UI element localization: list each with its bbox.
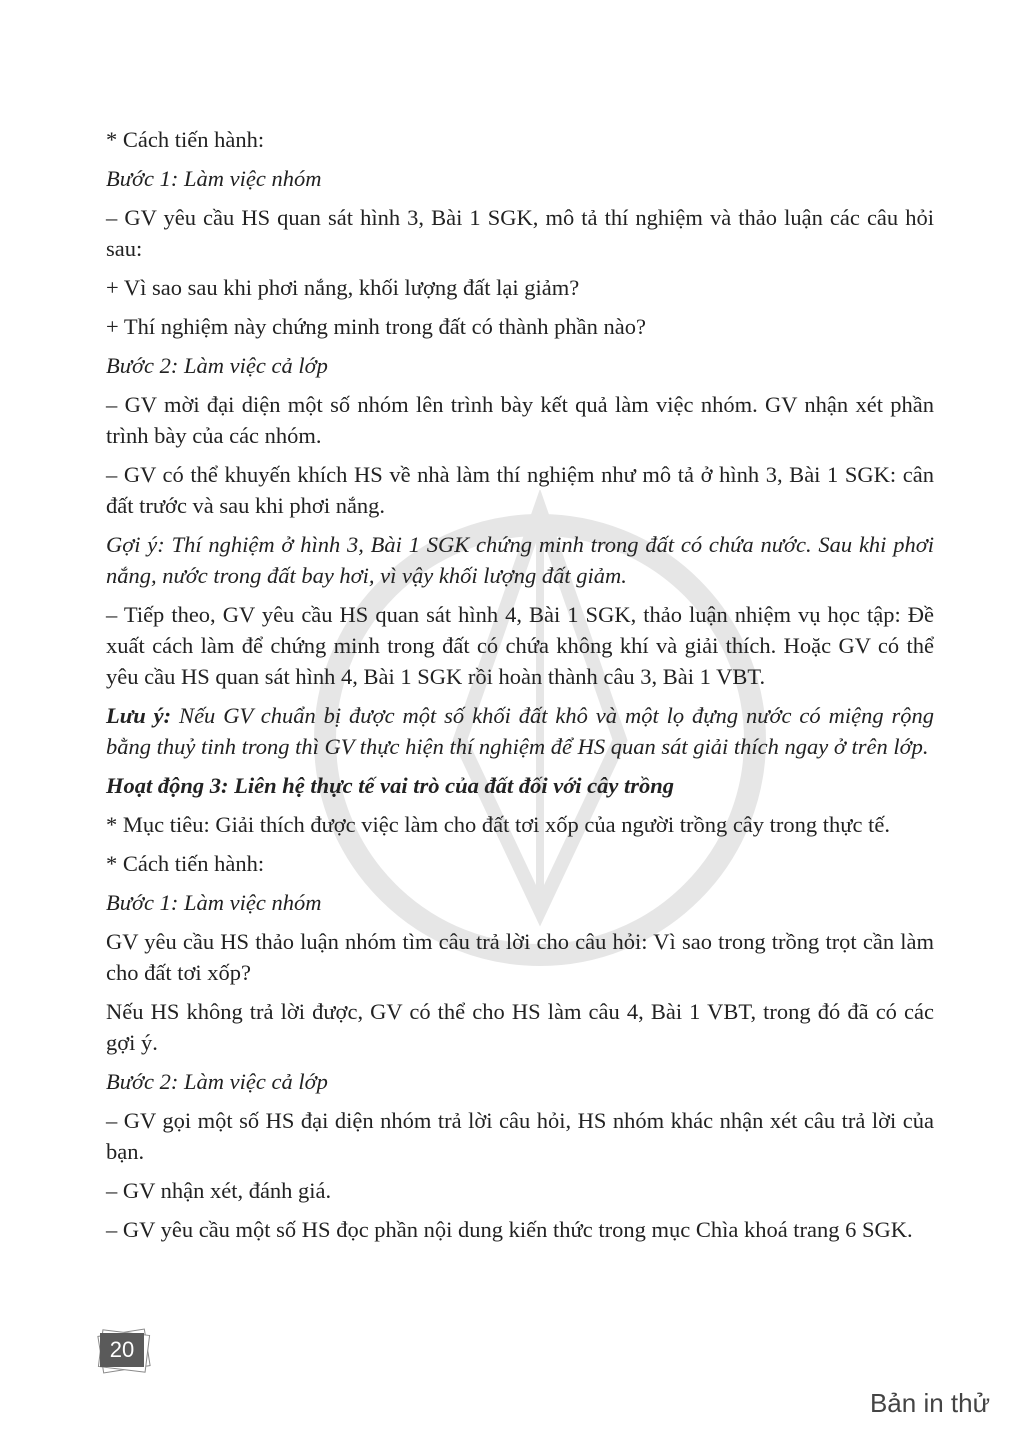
page-number-badge (94, 1330, 154, 1372)
step-1-heading-2: Bước 1: Làm việc nhóm (106, 890, 322, 915)
step-2-heading-2: Bước 2: Làm việc cả lớp (106, 1069, 328, 1094)
procedure-label: * Cách tiến hành: (106, 127, 265, 152)
step-1-heading: Bước 1: Làm việc nhóm (106, 166, 322, 191)
note-text: Nếu GV chuẩn bị được một số khối đất khô và một lọ đựng nước có miệng rộng bằng thuỷ tinh trong thì GV thực hiện thí nghiệm để HS quan sát giải thích ngay ở trên lớp. (106, 703, 934, 759)
draft-label: Bản in thử (869, 1388, 990, 1418)
question-1: + Vì sao sau khi phơi nắng, khối lượng đất lại giảm? (106, 275, 580, 300)
page-number: 20 (100, 1333, 144, 1367)
paragraph-evaluation: – GV nhận xét, đánh giá. (106, 1178, 332, 1203)
objective-paragraph: * Mục tiêu: Giải thích được việc làm cho đất tơi xốp của người trồng cây trong thực tế. (106, 812, 890, 837)
activity-3-heading: Hoạt động 3: Liên hệ thực tế vai trò của đất đối với cây trồng (106, 773, 675, 798)
paragraph-key-reading: – GV yêu cầu một số HS đọc phần nội dung kiến thức trong mục Chìa khoá trang 6 SGK. (106, 1217, 913, 1242)
step-2-heading: Bước 2: Làm việc cả lớp (106, 353, 328, 378)
paragraph-home-experiment: – GV có thể khuyến khích HS về nhà làm thí nghiệm như mô tả ở hình 3, Bài 1 SGK: cân đất trước và sau khi phơi nắng. (106, 462, 934, 518)
paragraph-workbook-hint: Nếu HS không trả lời được, GV có thể cho HS làm câu 4, Bài 1 VBT, trong đó đã có các gợi ý. (106, 999, 934, 1055)
paragraph-group-discussion: GV yêu cầu HS thảo luận nhóm tìm câu trả lời cho câu hỏi: Vì sao trong trồng trọt cần làm cho đất tơi xốp? (106, 929, 934, 985)
paragraph-answers: – GV gọi một số HS đại diện nhóm trả lời câu hỏi, HS nhóm khác nhận xét câu trả lời của bạn. (106, 1108, 934, 1164)
hint-paragraph: Gợi ý: Thí nghiệm ở hình 3, Bài 1 SGK chứng minh trong đất có chứa nước. Sau khi phơi nắng, nước trong đất bay hơi, vì vậy khối lượng đất giảm. (106, 532, 934, 588)
note-paragraph (106, 700, 934, 762)
procedure-label-2: * Cách tiến hành: (106, 851, 265, 876)
paragraph-group-presentation: – GV mời đại diện một số nhóm lên trình bày kết quả làm việc nhóm. GV nhận xét phần trình bày của các nhóm. (106, 392, 934, 448)
paragraph-observe-figure-4: – Tiếp theo, GV yêu cầu HS quan sát hình 4, Bài 1 SGK, thảo luận nhiệm vụ học tập: Đề xuất cách làm để chứng minh trong đất có chứa không khí và giải thích. Hoặc GV có thể yêu cầu HS quan sát hình 4, Bài 1 SGK rồi hoàn thành câu 3, Bài 1 VBT. (106, 602, 934, 689)
question-2: + Thí nghiệm này chứng minh trong đất có thành phần nào? (106, 314, 646, 339)
paragraph-observe-figure-3: – GV yêu cầu HS quan sát hình 3, Bài 1 SGK, mô tả thí nghiệm và thảo luận các câu hỏi sau: (106, 205, 934, 261)
note-label: Lưu ý: (106, 703, 172, 728)
page-body (106, 124, 934, 1253)
